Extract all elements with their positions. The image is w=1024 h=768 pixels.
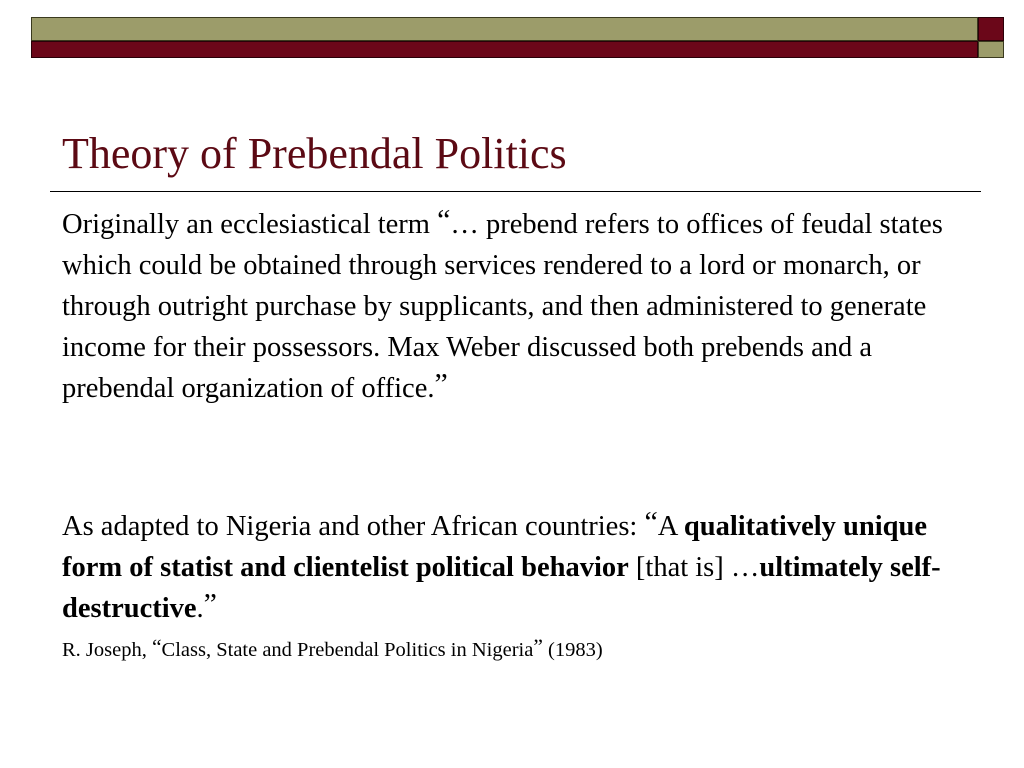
citation xyxy=(62,635,972,665)
header-band-maroon xyxy=(31,41,978,58)
slide-title: Theory of Prebendal Politics xyxy=(62,129,567,178)
definition-close-quote: ” xyxy=(434,367,448,401)
nigeria-quote-start: A xyxy=(657,511,684,542)
definition-lead: Originally an ecclesiastical term xyxy=(62,209,438,240)
citation-author: R. Joseph, xyxy=(62,639,152,661)
nigeria-bold-phrase: qualitatively unique form of statist and clientelist political behavior xyxy=(62,511,927,583)
nigeria-period: . xyxy=(196,593,204,624)
header-band-olive xyxy=(31,17,978,41)
citation-year: (1983) xyxy=(542,639,603,661)
definition-open-quote: “ xyxy=(437,203,451,237)
nigeria-middle: [that is] … xyxy=(628,552,760,583)
nigeria-lead: As adapted to Nigeria and other African countries: xyxy=(62,511,645,542)
header-corner-square-maroon xyxy=(978,17,1004,41)
nigeria-close-quote: ” xyxy=(203,587,217,621)
definition-paragraph xyxy=(62,204,972,409)
title-divider xyxy=(50,191,981,192)
citation-work-title: Class, State and Prebendal Politics in Nigeria xyxy=(161,639,534,661)
header-corner-square-olive xyxy=(978,41,1004,58)
definition-quote: … prebend refers to offices of feudal states which could be obtained through services rendered to a lord or monarch, or through outright purchase by supplicants, and then administered to generate income for their possessors. Max Weber discussed both prebends and a prebendal organization of office. xyxy=(62,209,943,404)
citation-close-quote: ” xyxy=(533,634,543,659)
citation-open-quote: “ xyxy=(151,634,162,659)
nigeria-open-quote: “ xyxy=(644,505,658,539)
nigeria-bold-conclusion: ultimately self-destructive xyxy=(62,552,941,624)
nigeria-paragraph xyxy=(62,506,972,629)
